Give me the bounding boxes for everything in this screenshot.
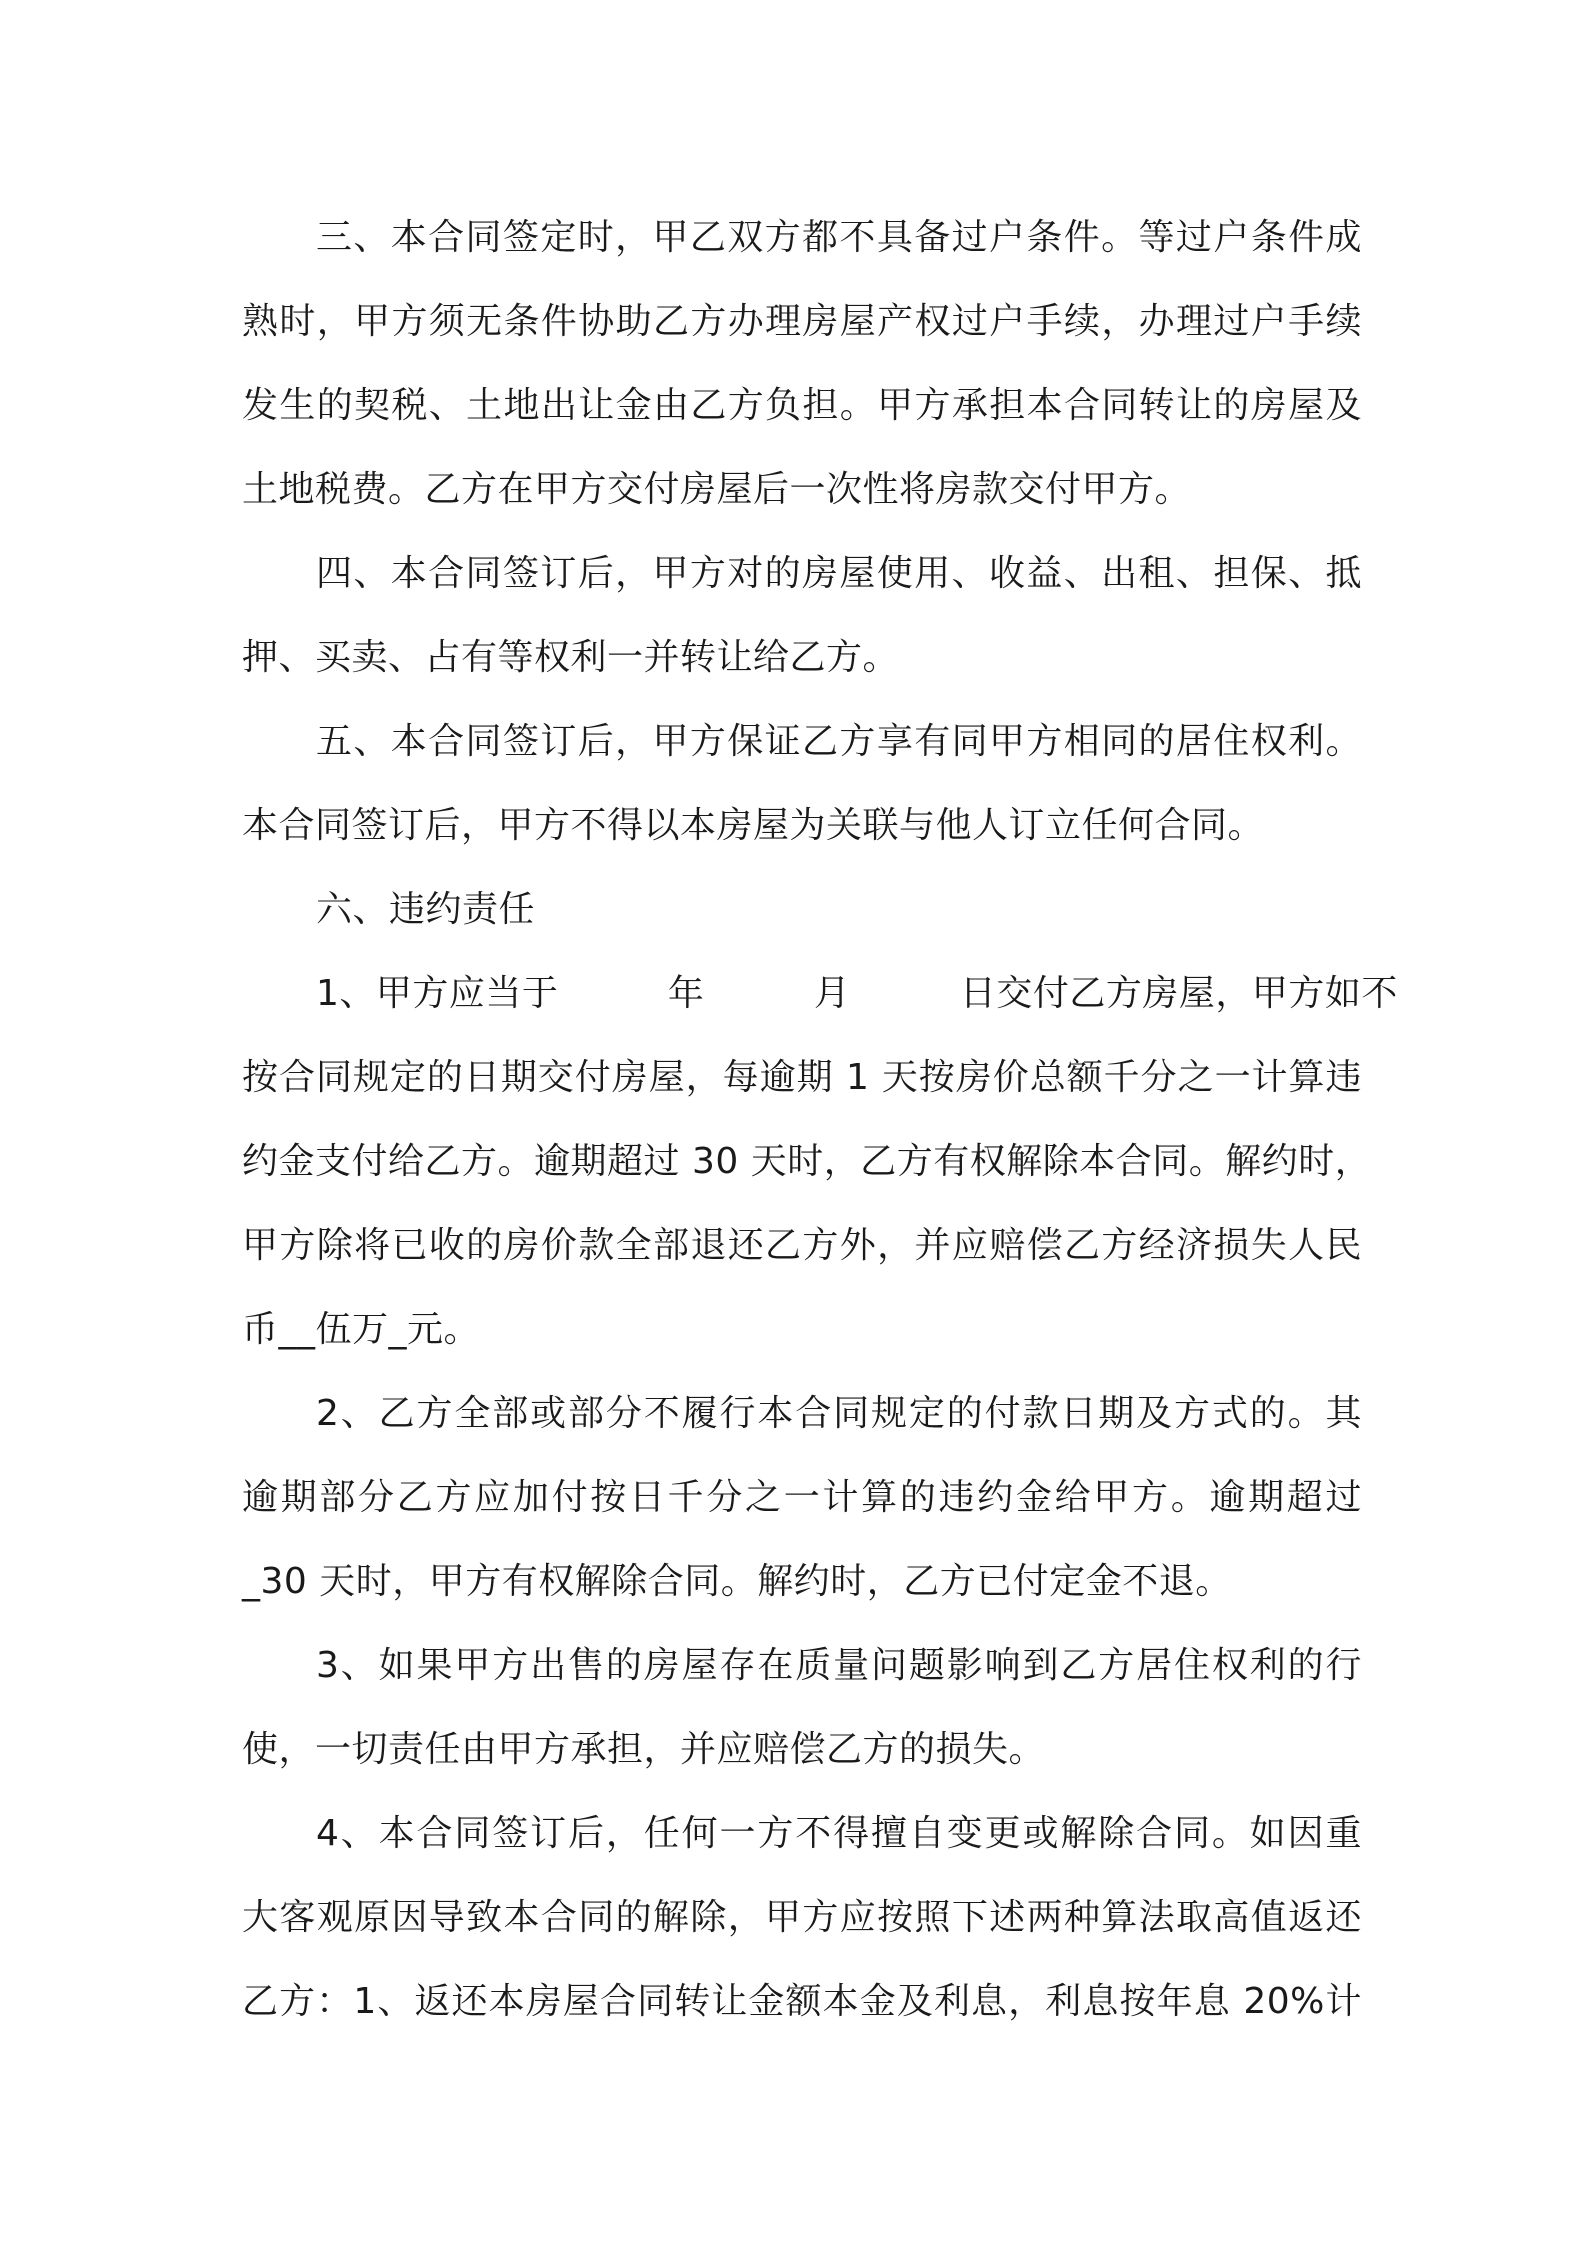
text-line: 土地税费。乙方在甲方交付房屋后一次性将房款交付甲方。	[242, 469, 1192, 510]
text-line: 甲方除将已收的房价款全部退还乙方外，并应赔偿乙方经济损失人民	[242, 1225, 1362, 1266]
section-heading: 六、违约责任	[316, 889, 536, 930]
clause-4	[242, 532, 1362, 700]
document-body	[242, 196, 1398, 2044]
text-line: 使，一切责任由甲方承担，并应赔偿乙方的损失。	[242, 1729, 1046, 1770]
text-line: 大客观原因导致本合同的解除，甲方应按照下述两种算法取高值返还	[242, 1897, 1362, 1938]
text-line: 逾期部分乙方应加付按日千分之一计算的违约金给甲方。逾期超过	[242, 1477, 1362, 1518]
text-line: 五、本合同签订后，甲方保证乙方享有同甲方相同的居住权利。	[316, 721, 1362, 762]
text-line: 发生的契税、土地出让金由乙方负担。甲方承担本合同转让的房屋及	[242, 385, 1362, 426]
text-line: 币__伍万_元。	[242, 1309, 481, 1350]
clause-6-1	[242, 952, 1398, 1372]
text-line: 押、买卖、占有等权利一并转让给乙方。	[242, 637, 900, 678]
text-line: 约金支付给乙方。逾期超过 30 天时，乙方有权解除本合同。解约时，	[242, 1141, 1372, 1182]
text-line: _30 天时，甲方有权解除合同。解约时，乙方已付定金不退。	[242, 1561, 1232, 1602]
text-line: 三、本合同签定时，甲乙双方都不具备过户条件。等过户条件成	[316, 217, 1362, 258]
text-line: 熟时，甲方须无条件协助乙方办理房屋产权过户手续，办理过户手续	[242, 301, 1362, 342]
text-line: 1、甲方应当于 年 月 日交付乙方房屋，甲方如不	[316, 973, 1398, 1014]
text-line: 2、乙方全部或部分不履行本合同规定的付款日期及方式的。其	[316, 1393, 1362, 1434]
text-line: 按合同规定的日期交付房屋，每逾期 1 天按房价总额千分之一计算违	[242, 1057, 1362, 1098]
clause-3	[242, 196, 1362, 532]
text-line: 本合同签订后，甲方不得以本房屋为关联与他人订立任何合同。	[242, 805, 1265, 846]
text-line: 四、本合同签订后，甲方对的房屋使用、收益、出租、担保、抵	[316, 553, 1362, 594]
clause-6-2	[242, 1372, 1362, 1624]
clause-6-heading	[242, 868, 1362, 952]
clause-5	[242, 700, 1362, 868]
text-line: 3、如果甲方出售的房屋存在质量问题影响到乙方居住权利的行	[316, 1645, 1362, 1686]
text-line: 乙方：1、返还本房屋合同转让金额本金及利息，利息按年息 20%计	[242, 1981, 1362, 2022]
clause-6-4	[242, 1792, 1362, 2044]
text-line: 4、本合同签订后，任何一方不得擅自变更或解除合同。如因重	[316, 1813, 1362, 1854]
clause-6-3	[242, 1624, 1362, 1792]
